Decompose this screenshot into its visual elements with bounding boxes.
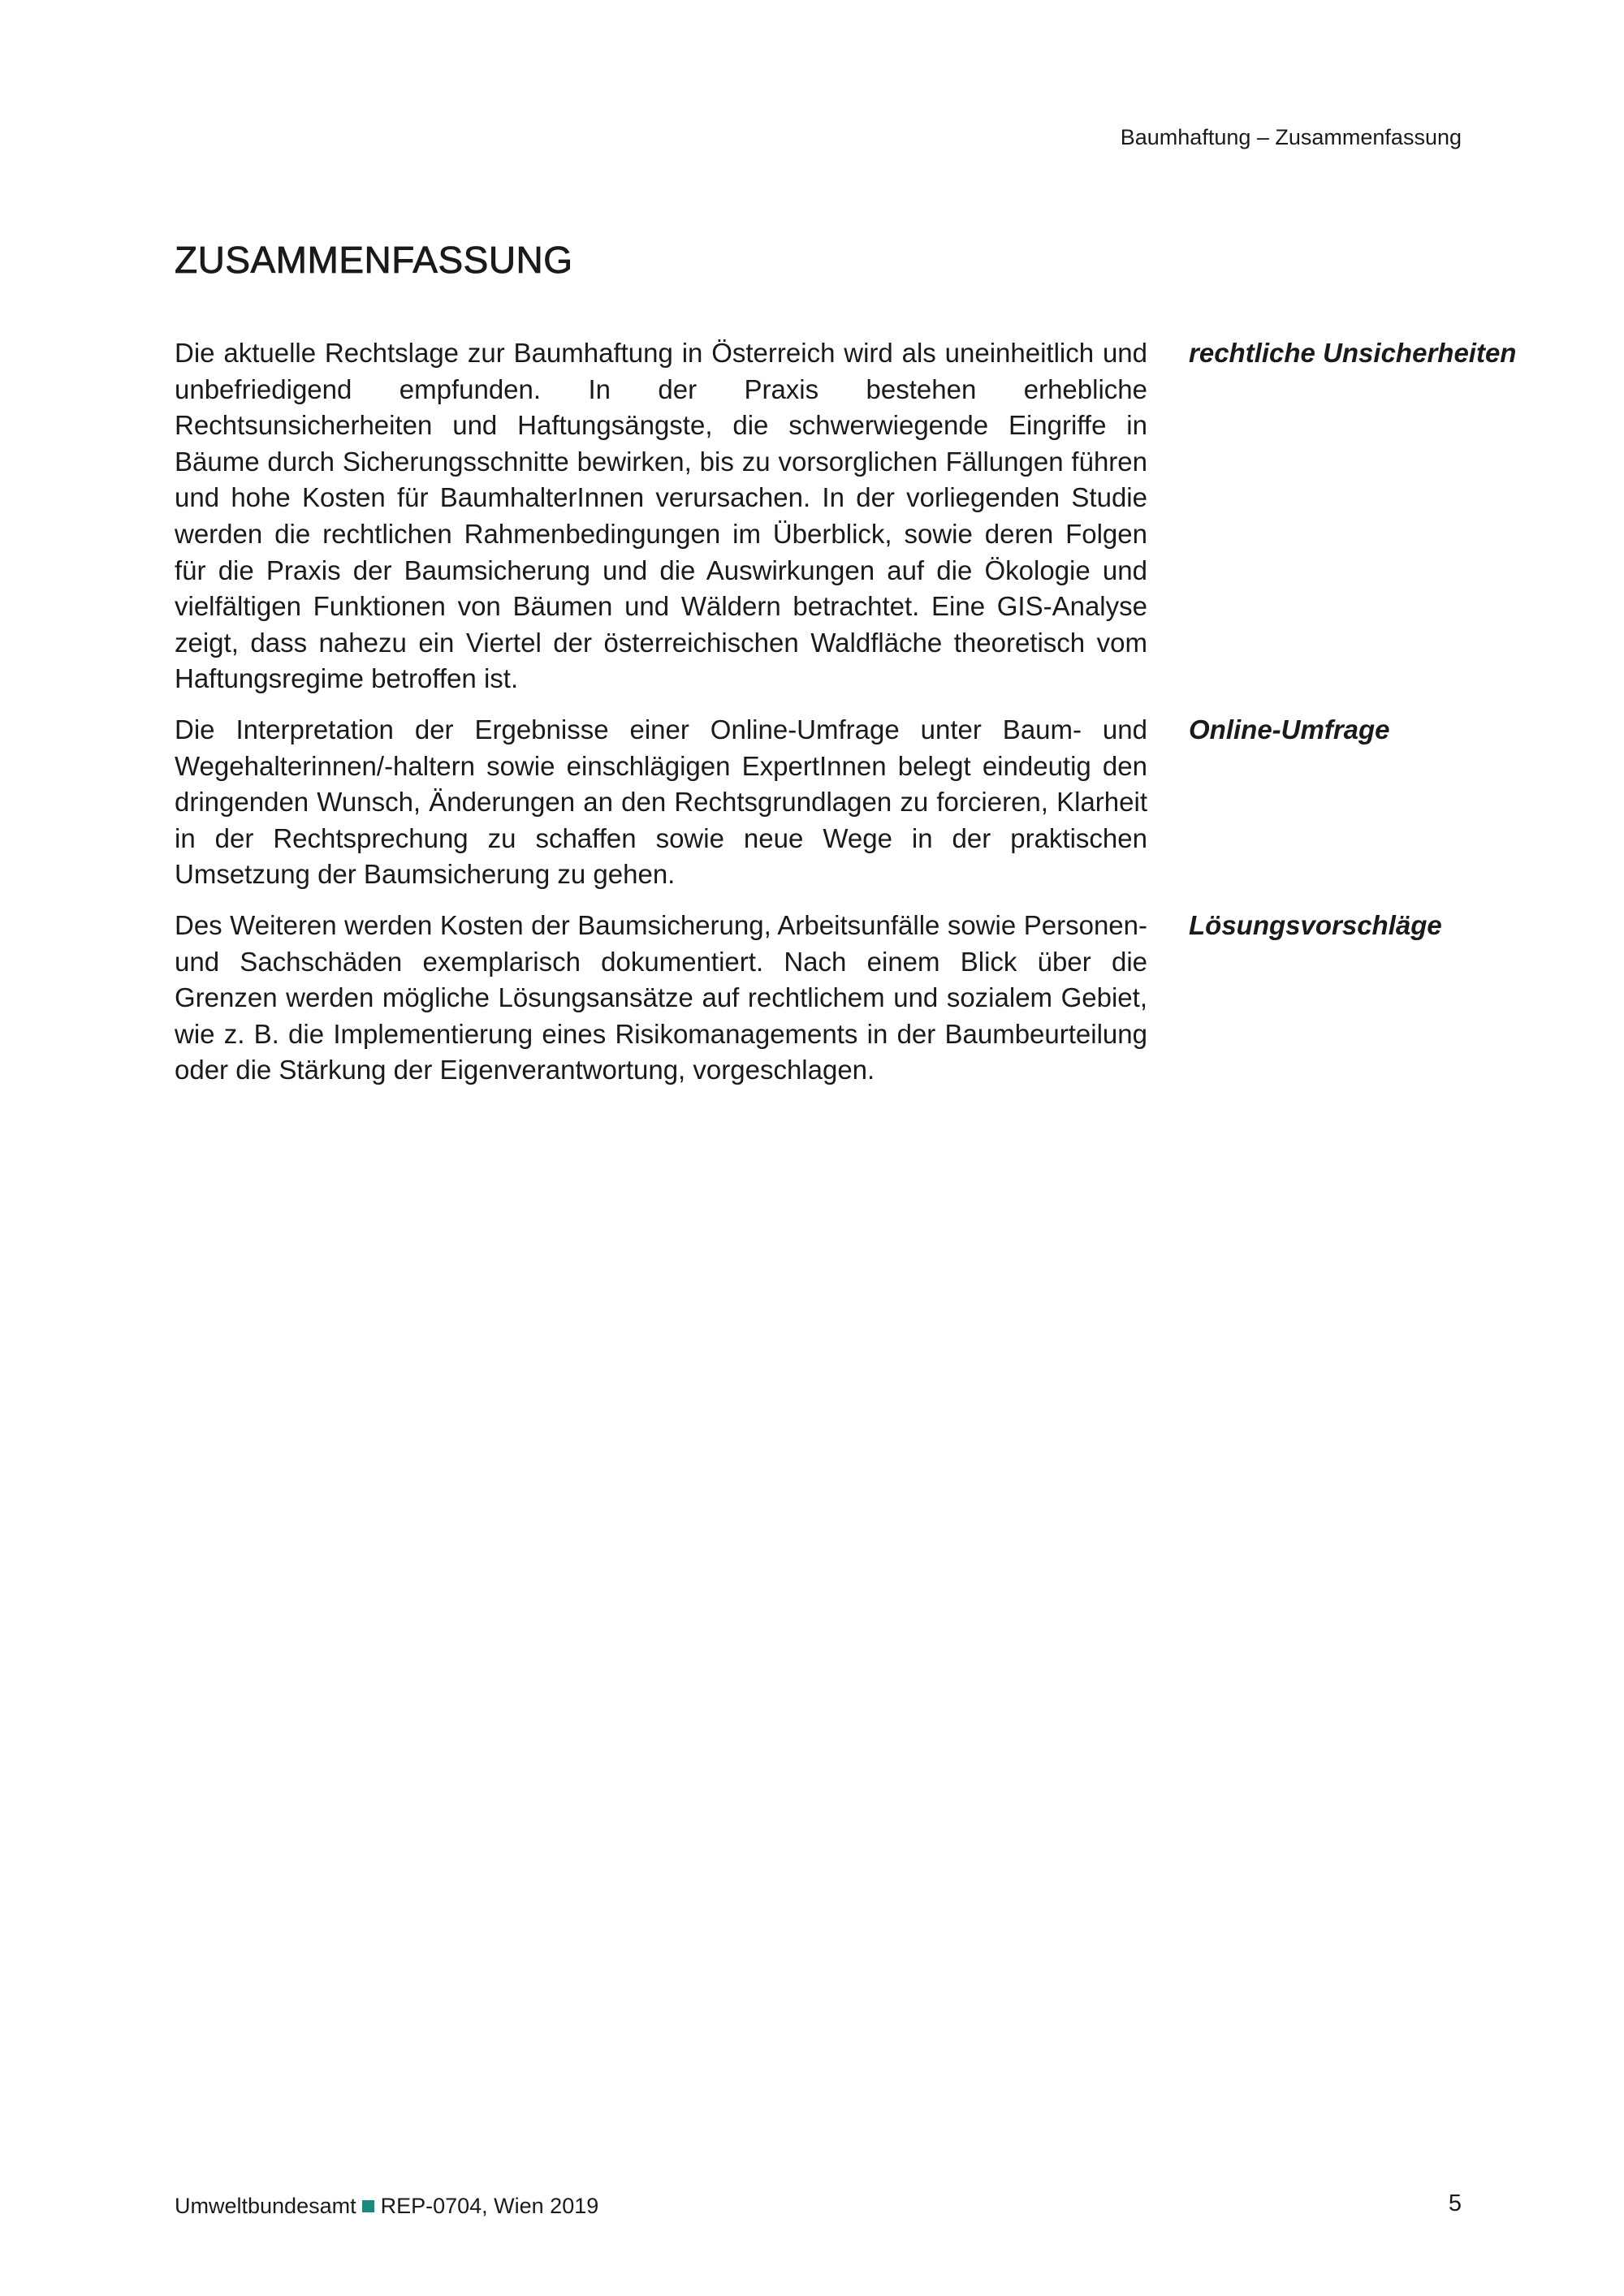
paragraph-text: Die Interpretation der Ergebnisse einer Online-Umfrage unter Baum- und Wegehalterinnen/-haltern sowie einschlägigen ExpertInnen belegt eindeutig den dringenden Wunsch, Änderungen an den Rechtsgrundlagen zu forcieren, Klarheit in der Rechtsprechung zu schaffen sowie neue Wege in der praktischen Umsetzung der Baumsicherung zu gehen.	[175, 714, 1147, 890]
footer-publisher: Umweltbundesamt	[175, 2194, 356, 2218]
running-header: Baumhaftung – Zusammenfassung	[1120, 125, 1462, 149]
page-number: 5	[1448, 2190, 1462, 2216]
footer-citation	[175, 2192, 598, 2220]
margin-note: Online-Umfrage	[1189, 714, 1390, 744]
paragraph-text: Des Weiteren werden Kosten der Baumsicherung, Arbeitsunfälle sowie Personen- und Sachschäden exemplarisch dokumentiert. Nach einem Blick über die Grenzen werden mögliche Lösungsansätze auf rechtlichem und sozialem Gebiet, wie z. B. die Implementierung eines Risikomanagements in der Baumbeurteilung oder die Stärkung der Eigenverantwortung, vorgeschlagen.	[175, 910, 1147, 1085]
footer-report-info: REP-0704, Wien 2019	[380, 2194, 599, 2218]
square-marker-icon	[362, 2200, 374, 2212]
page-title: ZUSAMMENFASSUNG	[175, 239, 573, 281]
paragraph-text: Die aktuelle Rechtslage zur Baumhaftung in Österreich wird als uneinheitlich und unbefriedigend empfunden. In der Praxis bestehen erhebliche Rechtsunsicherheiten und Haftungsängste, die schwerwiegende Eingriffe in Bäume durch Sicherungsschnitte bewirken, bis zu vorsorglichen Fällungen führen und hohe Kosten für BaumhalterInnen verursachen. In der vorliegenden Studie werden die rechtlichen Rahmenbedingungen im Überblick, sowie deren Folgen für die Praxis der Baumsicherung und die Auswirkungen auf die Ökologie und vielfältigen Funktionen von Bäumen und Wäldern betrachtet. Eine GIS-Analyse zeigt, dass nahezu ein Viertel der österreichischen Waldfläche theoretisch vom Haftungsregime betroffen ist.	[175, 338, 1147, 694]
margin-note: Lösungsvorschläge	[1189, 910, 1442, 940]
margin-note: rechtliche Unsicherheiten	[1189, 338, 1517, 368]
